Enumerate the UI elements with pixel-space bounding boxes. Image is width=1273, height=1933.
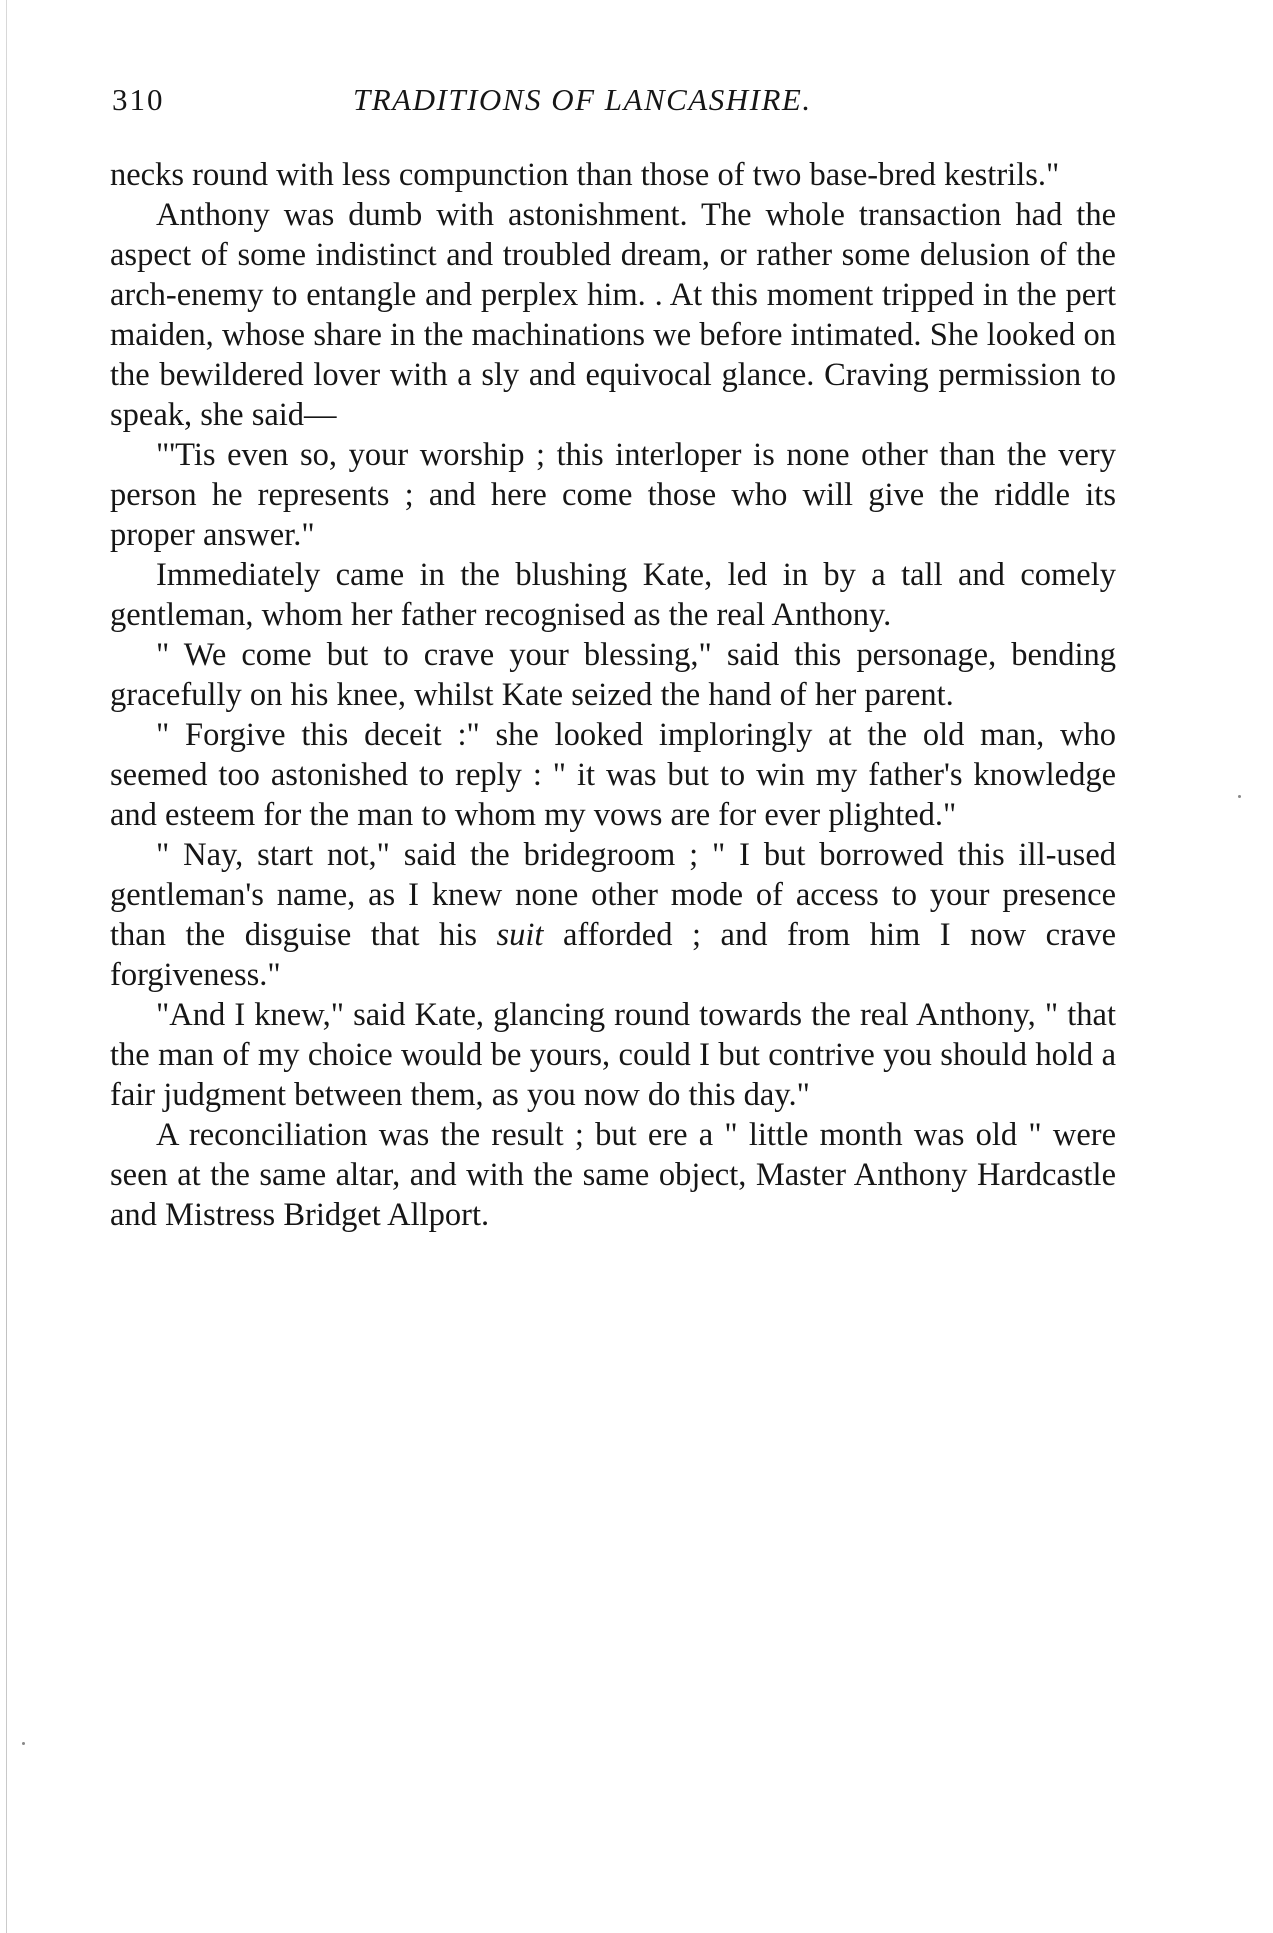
scan-edge-line (6, 0, 7, 1933)
paragraph (110, 835, 1116, 995)
paragraph: "And I knew," said Kate, glancing round towards the real Anthony, " that the man of my choice would be yours, could I but contrive you should hold a fair judgment between them, as you now do this day." (110, 997, 1116, 1113)
scan-speck (22, 1742, 25, 1745)
paragraph: "'Tis even so, your worship ; this interloper is none other than the very person he represents ; and here come those who will give the riddle its proper answer." (110, 437, 1116, 553)
running-title: TRADITIONS OF LANCASHIRE. (353, 82, 812, 117)
paragraph-text: afforded ; and from him I now crave forgiveness." (110, 917, 1117, 993)
paragraph: Anthony was dumb with astonishment. The whole transaction had the aspect of some indistinct and troubled dream, or rather some delusion of the arch-enemy to entangle and perplex him. . At this moment tripped in the pert maiden, whose share in the machinations we before intimated. She looked on the bewildered lover with a sly and equivocal glance. Craving permission to speak, she said— (110, 197, 1116, 433)
body-text (110, 155, 1116, 1235)
scan-speck (1238, 795, 1241, 798)
running-head (110, 82, 1116, 130)
paragraph: necks round with less compunction than those of two base-bred kestrils." (110, 157, 1060, 193)
page-number: 310 (112, 82, 165, 117)
paragraph-text: " Nay, start not," said the bridegroom ; " I but borrowed this ill-used gentleman's name, as I knew none other mode of access to your presence than the disguise that his (110, 837, 1116, 953)
emphasized-word: suit (496, 917, 544, 953)
paragraph: " We come but to crave your blessing," said this personage, bending gracefully on his knee, whilst Kate seized the hand of her parent. (110, 637, 1116, 713)
paragraph: " Forgive this deceit :" she looked imploringly at the old man, who seemed too astonished to reply : " it was but to win my father's knowledge and esteem for the man to whom my vows are for ever plighted." (110, 717, 1116, 833)
paragraph: A reconciliation was the result ; but ere a " little month was old " were seen at the same altar, and with the same object, Master Anthony Hardcastle and Mistress Bridget Allport. (110, 1117, 1116, 1233)
paragraph: Immediately came in the blushing Kate, led in by a tall and comely gentleman, whom her father recognised as the real Anthony. (110, 557, 1116, 633)
book-page (110, 82, 1116, 1235)
